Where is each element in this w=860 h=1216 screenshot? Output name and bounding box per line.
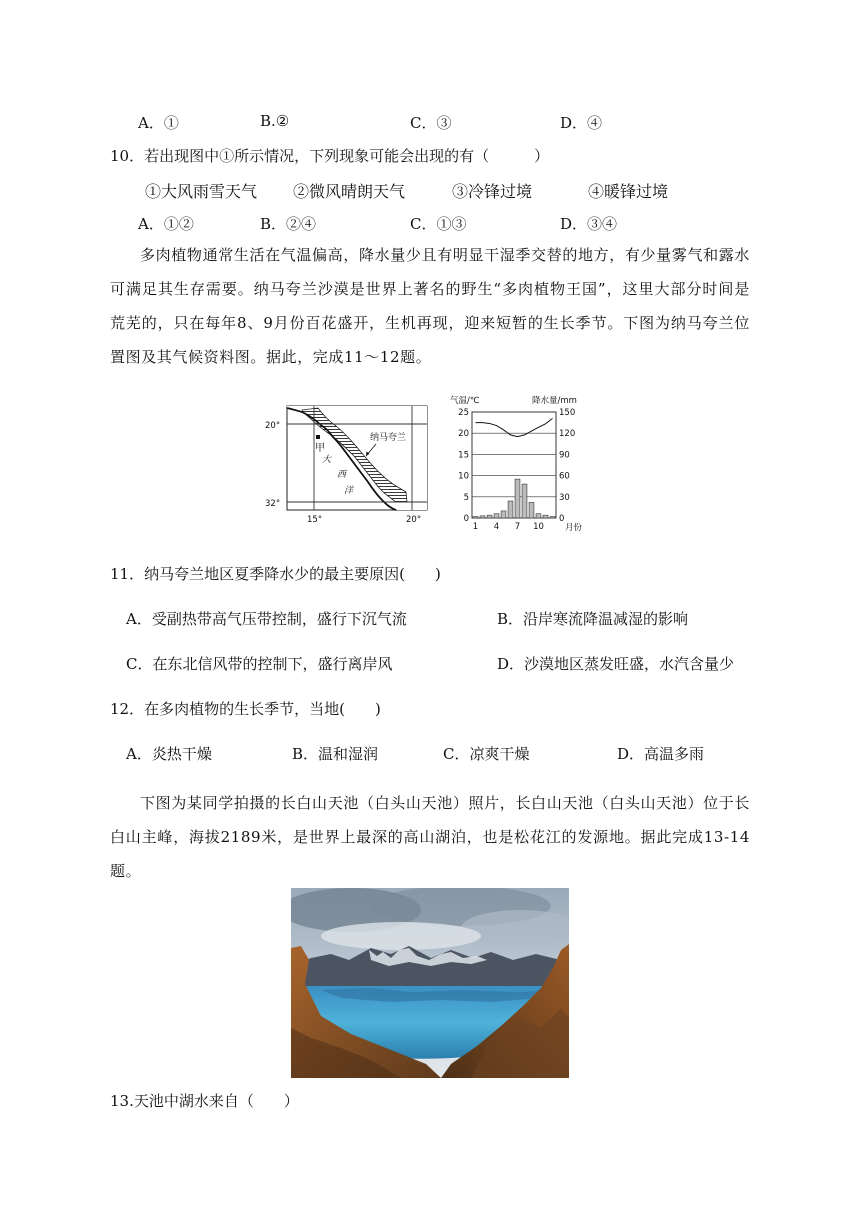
q12-option-d: D．高温多雨 [617, 745, 705, 763]
climate-x-tick-label: 7 [514, 522, 521, 532]
q9-option-a: A．① [138, 114, 179, 132]
climate-precip-bar [473, 517, 478, 518]
q10-item-1: ①大风雨雪天气 [145, 182, 258, 201]
q10-item-2: ②微风晴朗天气 [293, 182, 406, 201]
map-ocean-char-2: 西 [337, 470, 347, 480]
photo-cloud [321, 922, 481, 950]
q10-option-b: B．②④ [260, 215, 317, 233]
climate-precip-bar [508, 501, 513, 518]
climate-left-tick-label: 0 [463, 514, 469, 524]
map-lon-label-20: 20° [406, 515, 422, 525]
climate-x-tick-label: 10 [533, 522, 544, 532]
q10-item-3: ③冷锋过境 [452, 182, 533, 201]
q11-option-b: B．沿岸寒流降温减湿的影响 [497, 610, 689, 628]
q10-option-d: D．③④ [560, 215, 618, 233]
q11-option-a: A．受副热带高气压带控制，盛行下沉气流 [126, 610, 407, 628]
q12-option-b: B．温和湿润 [292, 745, 379, 763]
map-point-jia-label: 甲 [315, 443, 325, 454]
climate-right-axis-title: 降水量/mm [532, 396, 577, 406]
q13-stem: 13.天池中湖水来自（ ） [110, 1092, 299, 1110]
climate-left-tick-label: 20 [458, 429, 469, 440]
q10-option-c: C．①③ [410, 215, 467, 233]
map-ocean-char-3: 洋 [344, 486, 354, 496]
climate-left-tick-label: 5 [463, 492, 469, 503]
passage-namaqualand: 多肉植物通常生活在气温偏高，降水量少且有明显干湿季交替的地方，有少量雾气和露水可满足其生存需要。纳马夸兰沙漠是世界上著名的野生“多肉植物王国”，这里大部分时间是荒芜的，只在每年8、9月份百花盛开，生机再现，迎来短暂的生长季节。下图为纳马夸兰位置图及其气候资料图。据此，完成11～12题。 [110, 246, 750, 366]
q12-option-c: C．凉爽干燥 [443, 745, 530, 763]
climate-right-tick-label: 60 [559, 471, 570, 482]
climate-left-axis-title: 气温/℃ [450, 396, 480, 406]
climate-x-tick-label: 1 [472, 522, 479, 532]
q9-option-d: D．④ [560, 114, 603, 132]
q9-option-c: C．③ [410, 114, 452, 132]
climate-x-tick-label: 4 [493, 522, 500, 532]
climate-precip-bar [536, 514, 541, 518]
climate-plot-frame [472, 412, 556, 518]
climate-left-tick-label: 10 [458, 471, 469, 482]
climate-precip-bar [487, 515, 492, 518]
climate-right-tick-label: 0 [559, 514, 565, 524]
map-place-label: 纳马夸兰 [370, 433, 407, 443]
q11-option-d: D．沙漠地区蒸发旺盛，水汽含量少 [497, 655, 735, 673]
tianchi-lake-photo [291, 888, 569, 1078]
q10-item-4: ④暖锋过境 [588, 182, 669, 201]
q10-option-a: A．①② [138, 215, 194, 233]
climate-left-tick-label: 15 [458, 450, 469, 461]
namaqualand-climate-chart [448, 392, 594, 534]
climate-x-axis-unit: 月份 [565, 523, 583, 533]
map-point-jia-marker [316, 435, 320, 439]
q10-stem: 10．若出现图中①所示情况，下列现象可能会出现的有（ ） [110, 147, 550, 165]
climate-temperature-line [476, 418, 553, 436]
climate-precip-bar [494, 514, 499, 518]
q9-option-b: B.② [260, 112, 290, 130]
climate-right-tick-label: 150 [559, 408, 576, 418]
q12-option-a: A．炎热干燥 [126, 745, 212, 763]
climate-precip-bar [529, 502, 534, 518]
map-lat-label-20: 20° [265, 421, 281, 431]
q12-stem: 12．在多肉植物的生长季节，当地( ) [110, 700, 381, 718]
map-lon-label-15: 15° [307, 515, 323, 525]
climate-precip-bar [480, 516, 485, 518]
climate-left-tick-label: 25 [458, 408, 469, 418]
map-ocean-char-1: 大 [322, 455, 332, 465]
climate-precip-bar [543, 515, 548, 518]
passage-tianchi: 下图为某同学拍摄的长白山天池（白头山天池）照片，长白山天池（白头山天池）位于长白山主峰，海拔2189米，是世界上最深的高山湖泊，也是松花江的发源地。据此完成13-14题。 [110, 794, 750, 880]
climate-precip-bar [515, 479, 520, 518]
map-lat-label-32: 32° [265, 499, 281, 509]
climate-precip-bar [522, 484, 527, 518]
climate-right-tick-label: 90 [559, 450, 570, 461]
climate-precip-bar [501, 511, 506, 518]
climate-right-tick-label: 120 [559, 429, 576, 440]
q11-option-c: C．在东北信风带的控制下，盛行离岸风 [126, 655, 393, 673]
climate-precip-bar [550, 517, 555, 518]
climate-right-tick-label: 30 [559, 492, 570, 503]
namaqualand-location-map [262, 398, 434, 530]
q11-stem: 11．纳马夸兰地区夏季降水少的最主要原因( ) [110, 565, 441, 583]
